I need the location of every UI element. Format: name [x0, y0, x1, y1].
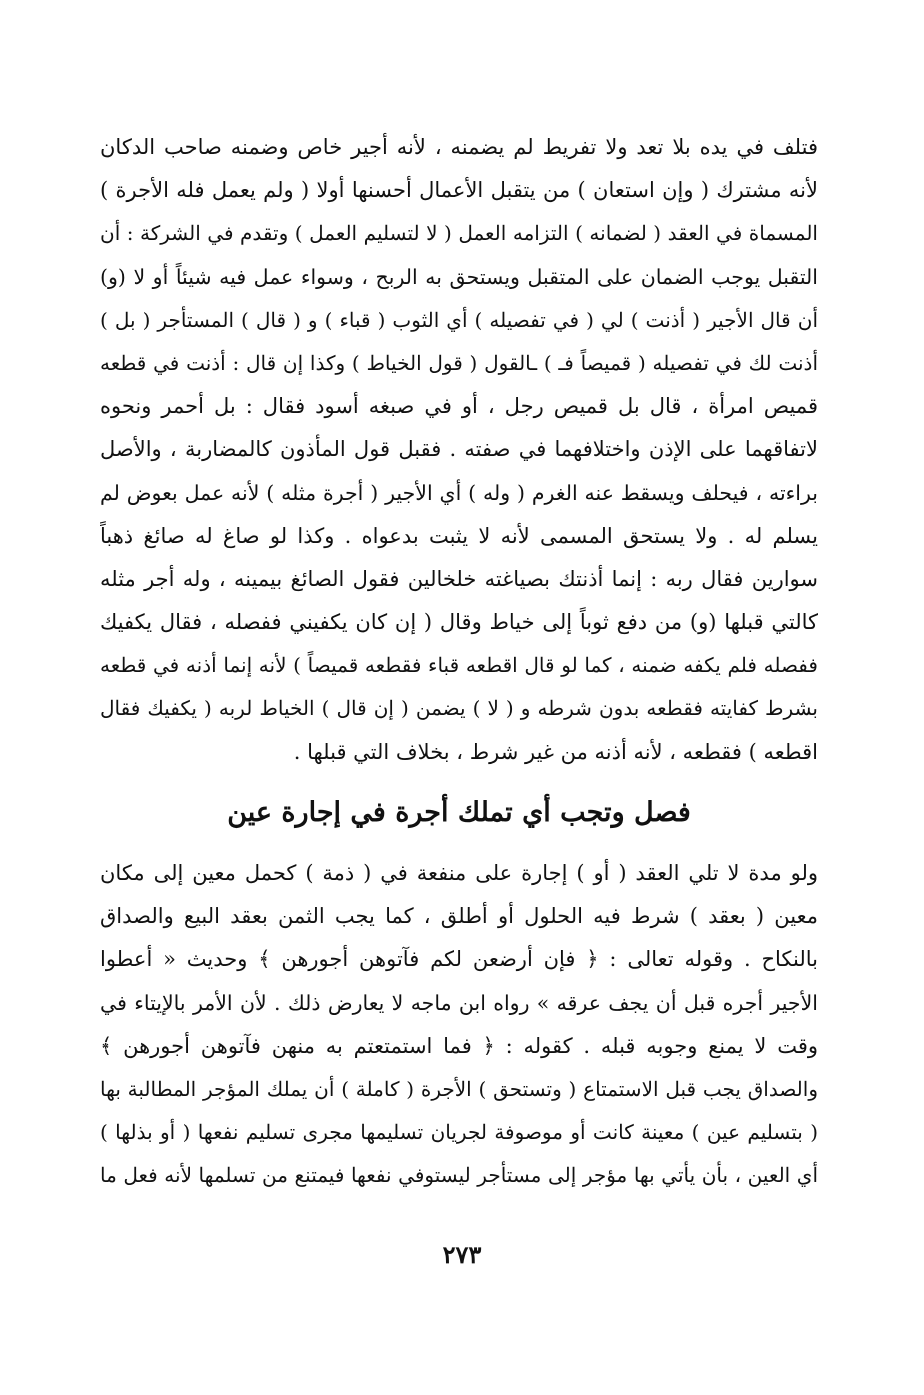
text-line: لأنه مشترك ( وإن استعان ) من يتقبل الأعمال أحسنها أولا ( ولم يعمل فله الأجرة ): [100, 178, 818, 203]
text-line: أي العين ، بأن يأتي بها مؤجر إلى مستأجر ليستوفي نفعها فيمتنع من تسلمها لأنه فعل ما: [100, 1163, 818, 1188]
section-heading: فصل وتجب أي تملك أجرة في إجارة عين: [227, 797, 691, 828]
text-line: أذنت لك في تفصيله ( قميصاً فـ ) ـالقول ( قول الخياط ) وكذا إن قال : أذنت في قطعه: [100, 350, 818, 375]
text-line: والصداق يجب قبل الاستمتاع ( وتستحق ) الأجرة ( كاملة ) أن يملك المؤجر المطالبة بها: [100, 1076, 818, 1101]
text-line: أن قال الأجير ( أذنت ) لي ( في تفصيله ) أي الثوب ( قباء ) و ( قال ) المستأجر ( بل ): [100, 307, 818, 332]
text-line: معين ( بعقد ) شرط فيه الحلول أو أطلق ، كما يجب الثمن بعقد البيع والصداق: [100, 904, 818, 929]
text-line: ففصله فلم يكفه ضمنه ، كما لو قال اقطعه قباء فقطعه قميصاً ) لأنه إنما أذنه في قطعه: [100, 653, 818, 678]
paragraph-2: [100, 852, 818, 1198]
text-line: سوارين فقال ربه : إنما أذنتك بصياغته خلخالين فقول الصائغ بيمينه ، وله أجر مثله: [100, 566, 818, 591]
text-line: التقبل يوجب الضمان على المتقبل ويستحق به الربح ، وسواء عمل فيه شيئاً أو لا (و): [100, 264, 818, 289]
text-line: بالنكاح . وقوله تعالى : ﴿ فإن أرضعن لكم فآتوهن أجورهن ﴾ وحديث « أعطوا: [100, 947, 818, 972]
text-line: اقطعه ) فقطعه ، لأنه أذنه من غير شرط ، بخلاف التي قبلها .: [293, 739, 818, 764]
text-line: قميص امرأة ، قال بل قميص رجل ، أو في صبغه أسود فقال : بل أحمر ونحوه: [100, 394, 818, 419]
text-line: وقت لا يمنع وجوبه قبله . كقوله : ﴿ فما استمتعتم به منهن فآتوهن أجورهن ﴾: [100, 1033, 818, 1058]
text-line: يسلم له . ولا يستحق المسمى لأنه لا يثبت بدعواه . وكذا لو صاغ له صائغ ذهباً: [100, 523, 818, 548]
paragraph-1: [100, 126, 818, 774]
text-line: فتلف في يده بلا تعد ولا تفريط لم يضمنه ، لأنه أجير خاص وضمنه صاحب الدكان: [100, 135, 818, 159]
text-line: الأجير أجره قبل أن يجف عرقه » رواه ابن ماجه لا يعارض ذلك . لأن الأمر بالإيتاء في: [100, 990, 818, 1015]
text-line: المسماة في العقد ( لضمانه ) التزامه العمل ( لا لتسليم العمل ) وتقدم في الشركة : أن: [100, 221, 818, 246]
text-line: ( بتسليم عين ) معينة كانت أو موصوفة لجريان تسليمها مجرى تسليم نفعها ( أو بذلها ): [100, 1120, 818, 1145]
text-line: بشرط كفايته فقطعه بدون شرطه و ( لا ) يضمن ( إن قال ) الخياط لربه ( يكفيك فقال: [100, 696, 818, 721]
page-number: ٢٧٣: [442, 1240, 482, 1269]
text-line: براءته ، فيحلف ويسقط عنه الغرم ( وله ) أي الأجير ( أجرة مثله ) لأنه عمل بعوض لم: [100, 480, 818, 505]
text-line: لاتفاقهما على الإذن واختلافهما في صفته . فقبل قول المأذون كالمضاربة ، والأصل: [100, 437, 818, 462]
text-line: ولو مدة لا تلي العقد ( أو ) إجارة على منفعة في ( ذمة ) كحمل معين إلى مكان: [100, 861, 818, 885]
text-line: كالتي قبلها (و) من دفع ثوباً إلى خياط وقال ( إن كان يكفيني ففصله ، فقال يكفيك: [100, 610, 818, 635]
